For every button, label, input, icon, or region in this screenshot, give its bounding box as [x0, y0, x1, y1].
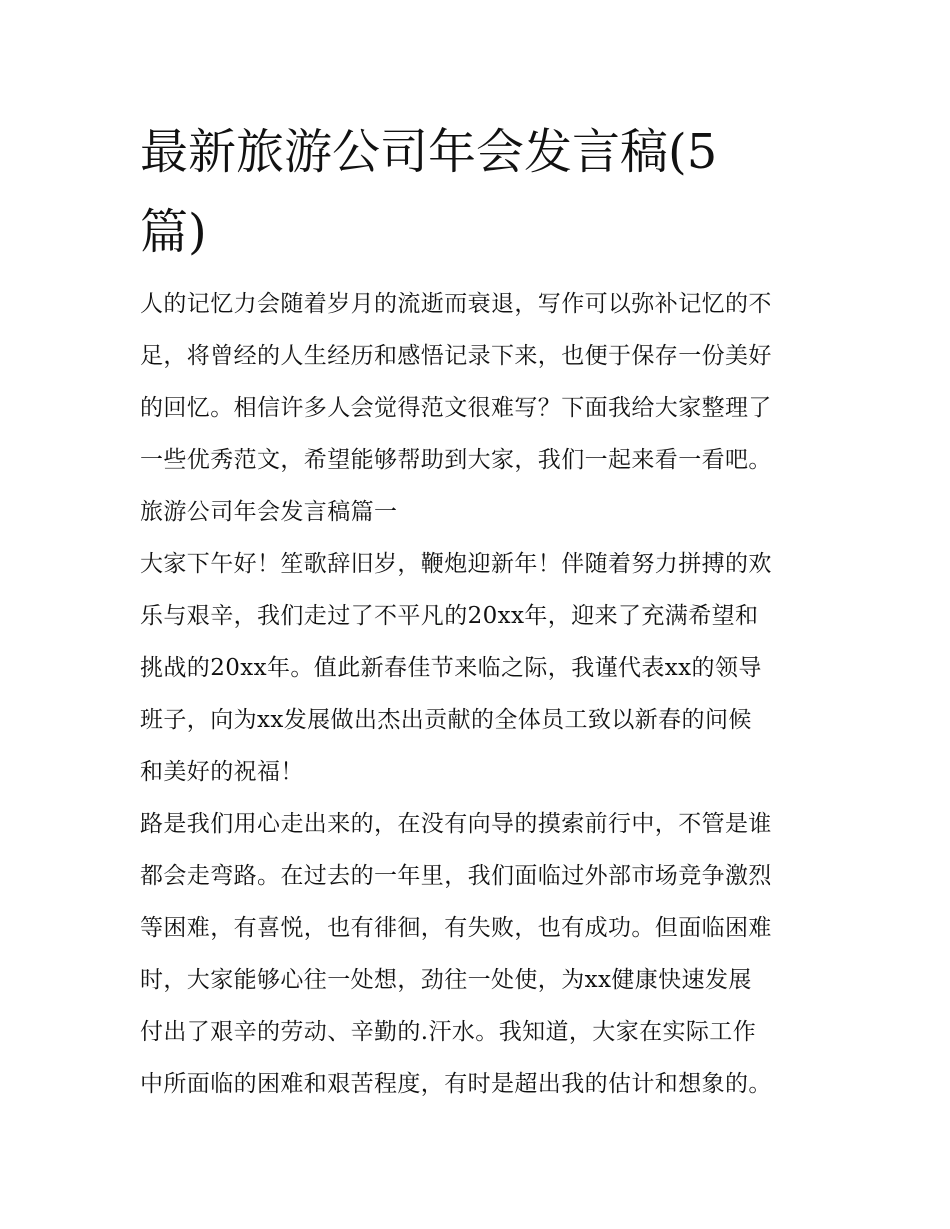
text-line: 挑战的20xx年。值此新春佳节来临之际，我谨代表xx的领导	[140, 655, 762, 681]
text-line: 路是我们用心走出来的，在没有向导的摸索前行中，不管是谁	[140, 811, 772, 837]
document-title	[140, 112, 780, 272]
text-line: 付出了艰辛的劳动、辛勤的.汗水。我知道，大家在实际工作	[140, 1019, 757, 1045]
text-line: 班子，向为xx发展做出杰出贡献的全体员工致以新春的问候	[140, 707, 752, 733]
text-line: 一些优秀范文，希望能够帮助到大家，我们一起来看一看吧。	[140, 447, 772, 473]
text-line: 都会走弯路。在过去的一年里，我们面临过外部市场竞争激烈	[140, 863, 772, 889]
text-line: 等困难，有喜悦，也有徘徊，有失败，也有成功。但面临困难	[140, 915, 772, 941]
text-line: 和美好的祝福！	[140, 759, 304, 785]
section-heading	[140, 486, 820, 538]
review-paragraph	[140, 798, 820, 1110]
text-line: 中所面临的困难和艰苦程度，有时是超出我的估计和想象的。	[140, 1071, 772, 1097]
intro-paragraph	[140, 278, 820, 486]
text-line: 乐与艰辛，我们走过了不平凡的20xx年，迎来了充满希望和	[140, 603, 759, 629]
text-line: 足，将曾经的人生经历和感悟记录下来，也便于保存一份美好	[140, 343, 772, 369]
text-line: 人的记忆力会随着岁月的流逝而衰退，写作可以弥补记忆的不	[140, 291, 772, 317]
text-line: 大家下午好！笙歌辞旧岁，鞭炮迎新年！伴随着努力拼搏的欢	[140, 551, 772, 577]
title-line: 篇)	[140, 204, 207, 260]
text-line: 时，大家能够心往一处想，劲往一处使，为xx健康快速发展	[140, 967, 752, 993]
document-body	[140, 278, 820, 1110]
text-line: 的回忆。相信许多人会觉得范文很难写？下面我给大家整理了	[140, 395, 772, 421]
greeting-paragraph	[140, 538, 820, 798]
text-line: 旅游公司年会发言稿篇一	[140, 499, 398, 525]
title-line: 最新旅游公司年会发言稿(5	[140, 124, 718, 180]
